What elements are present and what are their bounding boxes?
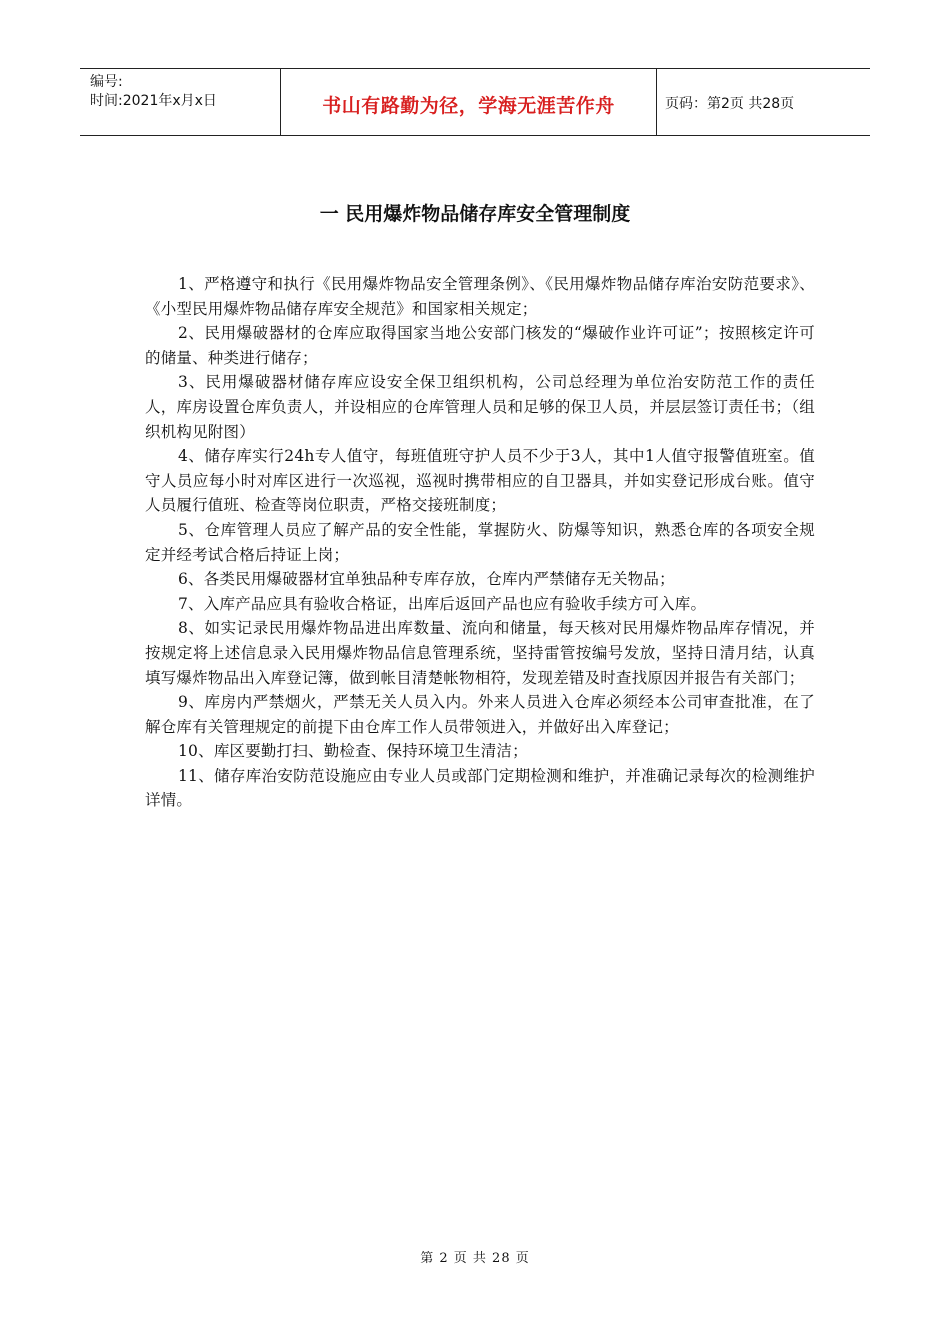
paragraph-9: 9、库房内严禁烟火，严禁无关人员入内。外来人员进入仓库必须经本公司审查批准，在了解仓库有关管理规定的前提下由仓库工作人员带领进入，并做好出入库登记； bbox=[145, 693, 815, 736]
paragraph-6: 6、各类民用爆破器材宜单独品种专库存放，仓库内严禁储存无关物品； bbox=[178, 570, 675, 589]
header-motto: 书山有路勤为径，学海无涯苦作舟 bbox=[322, 94, 615, 117]
page-footer: 第 2 页 共 28 页 bbox=[420, 1251, 530, 1266]
header-page-info: 页码：第2页 共28页 bbox=[665, 96, 795, 112]
paragraph-3: 3、民用爆破器材储存库应设安全保卫组织机构，公司总经理为单位治安防范工作的责任人，库房设置仓库负责人，并设相应的仓库管理人员和足够的保卫人员，并层层签订责任书；（组织机构见附图） bbox=[145, 373, 815, 441]
paragraph-11: 11、储存库治安防范设施应由专业人员或部门定期检测和维护，并准确记录每次的检测维护详情。 bbox=[145, 766, 815, 810]
document-time-label: 时间:2021年x月x日 bbox=[90, 93, 217, 109]
header-meta bbox=[80, 69, 281, 135]
paragraph-5: 5、仓库管理人员应了解产品的安全性能，掌握防火、防爆等知识，熟悉仓库的各项安全规定并经考试合格后持证上岗； bbox=[145, 520, 815, 564]
paragraph-10: 10、库区要勤打扫、勤检查、保持环境卫生清洁； bbox=[178, 742, 528, 761]
document-header bbox=[80, 68, 870, 136]
paragraph-8: 8、如实记录民用爆炸物品进出库数量、流向和储量，每天核对民用爆炸物品库存情况，并按规定将上述信息录入民用爆炸物品信息管理系统，坚持雷管按编号发放，坚持日清月结，认真填写爆炸物品出入库登记簿，做到帐目清楚帐物相符，发现差错及时查找原因并报告有关部门； bbox=[145, 619, 815, 687]
paragraph-1: 1、严格遵守和执行《民用爆炸物品安全管理条例》、《民用爆炸物品储存库治安防范要求》、《小型民用爆炸物品储存库安全规范》和国家相关规定； bbox=[145, 275, 815, 318]
paragraph-2: 2、民用爆破器材的仓库应取得国家当地公安部门核发的“爆破作业许可证”；按照核定许可的储量、种类进行储存； bbox=[145, 324, 815, 367]
document-title: 一 民用爆炸物品储存库安全管理制度 bbox=[319, 203, 631, 225]
header-motto-cell bbox=[281, 69, 657, 135]
document-number-label: 编号: bbox=[90, 74, 123, 90]
paragraph-4: 4、储存库实行24h专人值守，每班值班守护人员不少于3人，其中1人值守报警值班室。值守人员应每小时对库区进行一次巡视，巡视时携带相应的自卫器具，并如实登记形成台账。值守人员履行值班、检查等岗位职责，严格交接班制度； bbox=[145, 447, 815, 515]
paragraph-7: 7、入库产品应具有验收合格证，出库后返回产品也应有验收手续方可入库。 bbox=[178, 594, 707, 613]
document-body bbox=[145, 272, 815, 813]
